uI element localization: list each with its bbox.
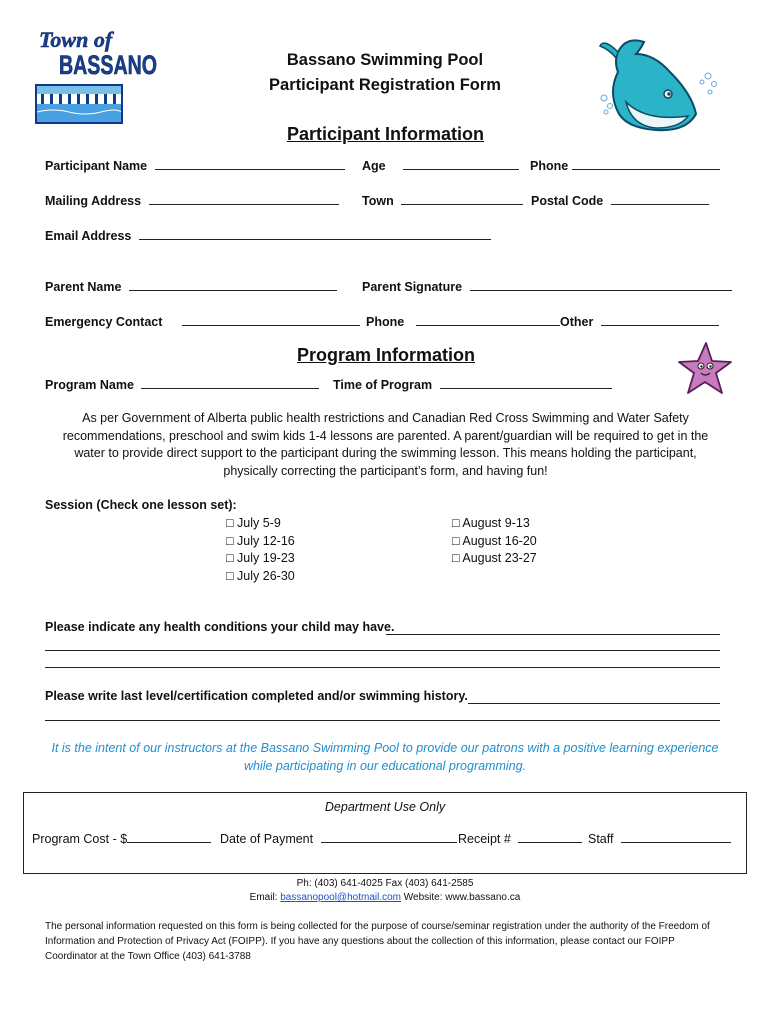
health-line-3[interactable] (45, 667, 720, 668)
other-label: Other (560, 315, 594, 329)
emergency-phone-field[interactable] (366, 313, 560, 329)
receipt-field[interactable] (458, 830, 582, 846)
postal-code-label: Postal Code (531, 194, 604, 208)
whale-icon (596, 32, 720, 136)
session-option[interactable]: □ August 16-20 (452, 533, 537, 548)
staff-line (621, 830, 731, 843)
age-line (403, 157, 519, 170)
participant-name-line (155, 157, 345, 170)
email-link[interactable]: bassanopool@hotmail.com (280, 892, 401, 903)
session-option[interactable]: □ July 5-9 (226, 516, 281, 530)
starfish-icon (676, 340, 734, 398)
checkbox-icon[interactable]: □ (452, 516, 460, 530)
postal-code-field[interactable] (531, 192, 709, 208)
checkbox-icon[interactable]: □ (226, 568, 234, 583)
program-name-line (141, 376, 319, 389)
other-field[interactable] (560, 313, 719, 329)
email-address-label: Email Address (45, 229, 132, 243)
postal-code-line (611, 192, 709, 205)
participant-info-heading: Participant Information (287, 124, 485, 144)
email-address-field[interactable] (45, 227, 491, 243)
parent-signature-line (470, 278, 732, 291)
receipt-line (518, 830, 582, 843)
program-info-heading: Program Information (297, 345, 476, 365)
logo-text-bottom: BASSANO (59, 50, 157, 80)
contact-phone: Ph: (403) 641-4025 Fax (403) 641-2585 (296, 878, 474, 889)
sessions-right-list (452, 515, 537, 568)
age-label: Age (362, 159, 386, 173)
form-title-line1: Bassano Swimming Pool (286, 51, 484, 69)
email-prefix: Email: (249, 892, 281, 903)
health-conditions-label: Please indicate any health conditions your child may have. (45, 620, 395, 634)
logo-text-top: Town of (39, 27, 113, 52)
time-of-program-label: Time of Program (333, 378, 433, 392)
emergency-phone-label: Phone (366, 315, 405, 329)
parent-signature-field[interactable] (362, 278, 732, 294)
emergency-phone-line (416, 313, 560, 326)
website-text: Website: www.bassano.ca (401, 892, 521, 903)
emergency-contact-field[interactable] (45, 313, 360, 329)
emergency-contact-label: Emergency Contact (45, 315, 163, 329)
program-name-label: Program Name (45, 378, 134, 392)
town-logo (33, 22, 161, 132)
program-cost-line (127, 830, 211, 843)
date-of-payment-field[interactable] (220, 830, 457, 846)
participant-name-label: Participant Name (45, 159, 148, 173)
parent-name-line (129, 278, 337, 291)
time-of-program-field[interactable] (333, 376, 612, 392)
other-line (601, 313, 719, 326)
mailing-address-line (149, 192, 339, 205)
health-conditions-field[interactable] (45, 620, 394, 634)
department-title: Department Use Only (324, 800, 446, 814)
health-line-2[interactable] (45, 650, 720, 651)
privacy-notice: The personal information requested on this form is being collected for the purpose of course/seminar registration under the authority of the Freedom of Information and Protection of Privacy Act (FOIPP). If you have any questions about the collection of this information, please contact our FOIPP Coordinator at the Town Office (403) 641-3788 (45, 921, 710, 962)
checkbox-icon[interactable]: □ (452, 533, 460, 548)
session-option[interactable]: □ August 9-13 (452, 516, 530, 530)
swimming-history-label: Please write last level/certification completed and/or swimming history. (45, 689, 468, 703)
history-line-1[interactable] (468, 691, 720, 704)
time-of-program-line (440, 376, 612, 389)
parent-name-label: Parent Name (45, 280, 122, 294)
session-option[interactable]: □ July 26-30 (226, 568, 295, 583)
mailing-address-label: Mailing Address (45, 194, 142, 208)
program-name-field[interactable] (45, 376, 319, 392)
program-cost-field[interactable] (32, 830, 211, 846)
session-option[interactable]: □ July 12-16 (226, 533, 295, 548)
age-field[interactable] (362, 157, 519, 173)
email-address-line (139, 227, 491, 240)
parent-signature-label: Parent Signature (362, 280, 463, 294)
staff-field[interactable] (588, 830, 731, 846)
intent-statement: It is the intent of our instructors at the Bassano Swimming Pool to provide our patrons with a positive learning experience while participating in our educational programming. (51, 741, 719, 773)
swimming-history-field[interactable] (45, 689, 468, 703)
phone-label: Phone (530, 159, 569, 173)
health-line-1[interactable] (386, 622, 720, 635)
contact-line (0, 892, 770, 903)
checkbox-icon[interactable]: □ (226, 551, 234, 565)
checkbox-icon[interactable]: □ (226, 533, 234, 548)
sessions-left-list (226, 515, 295, 585)
town-line (401, 192, 523, 205)
date-of-payment-line (321, 830, 457, 843)
staff-label: Staff (588, 832, 614, 846)
checkbox-icon[interactable]: □ (452, 551, 460, 565)
emergency-contact-line (182, 313, 360, 326)
program-paragraph: As per Government of Alberta public health restrictions and Canadian Red Cross Swimming and Water Safety recommendations, preschool and swim kids 1-4 lessons are parented. A parent/guardian will be required to get in the water to provide direct support to the participant during the swimming lesson. This means holding the participant, physically correcting the participant’s form, and having fun! (62, 411, 709, 478)
participant-name-field[interactable] (45, 157, 345, 173)
department-use-box (23, 792, 747, 874)
parent-name-field[interactable] (45, 278, 337, 294)
date-of-payment-label: Date of Payment (220, 832, 314, 846)
town-field[interactable] (362, 192, 523, 208)
checkbox-icon[interactable]: □ (226, 516, 234, 530)
program-cost-label: Program Cost - $ (32, 832, 128, 846)
town-label: Town (362, 194, 394, 208)
form-title-line2: Participant Registration Form (269, 76, 501, 94)
session-option[interactable]: □ August 23-27 (452, 551, 537, 565)
phone-field[interactable] (530, 157, 720, 173)
mailing-address-field[interactable] (45, 192, 339, 208)
phone-line (572, 157, 720, 170)
receipt-label: Receipt # (458, 832, 511, 846)
session-label: Session (Check one lesson set): (45, 498, 237, 512)
session-option[interactable]: □ July 19-23 (226, 551, 295, 565)
history-line-2[interactable] (45, 720, 720, 721)
